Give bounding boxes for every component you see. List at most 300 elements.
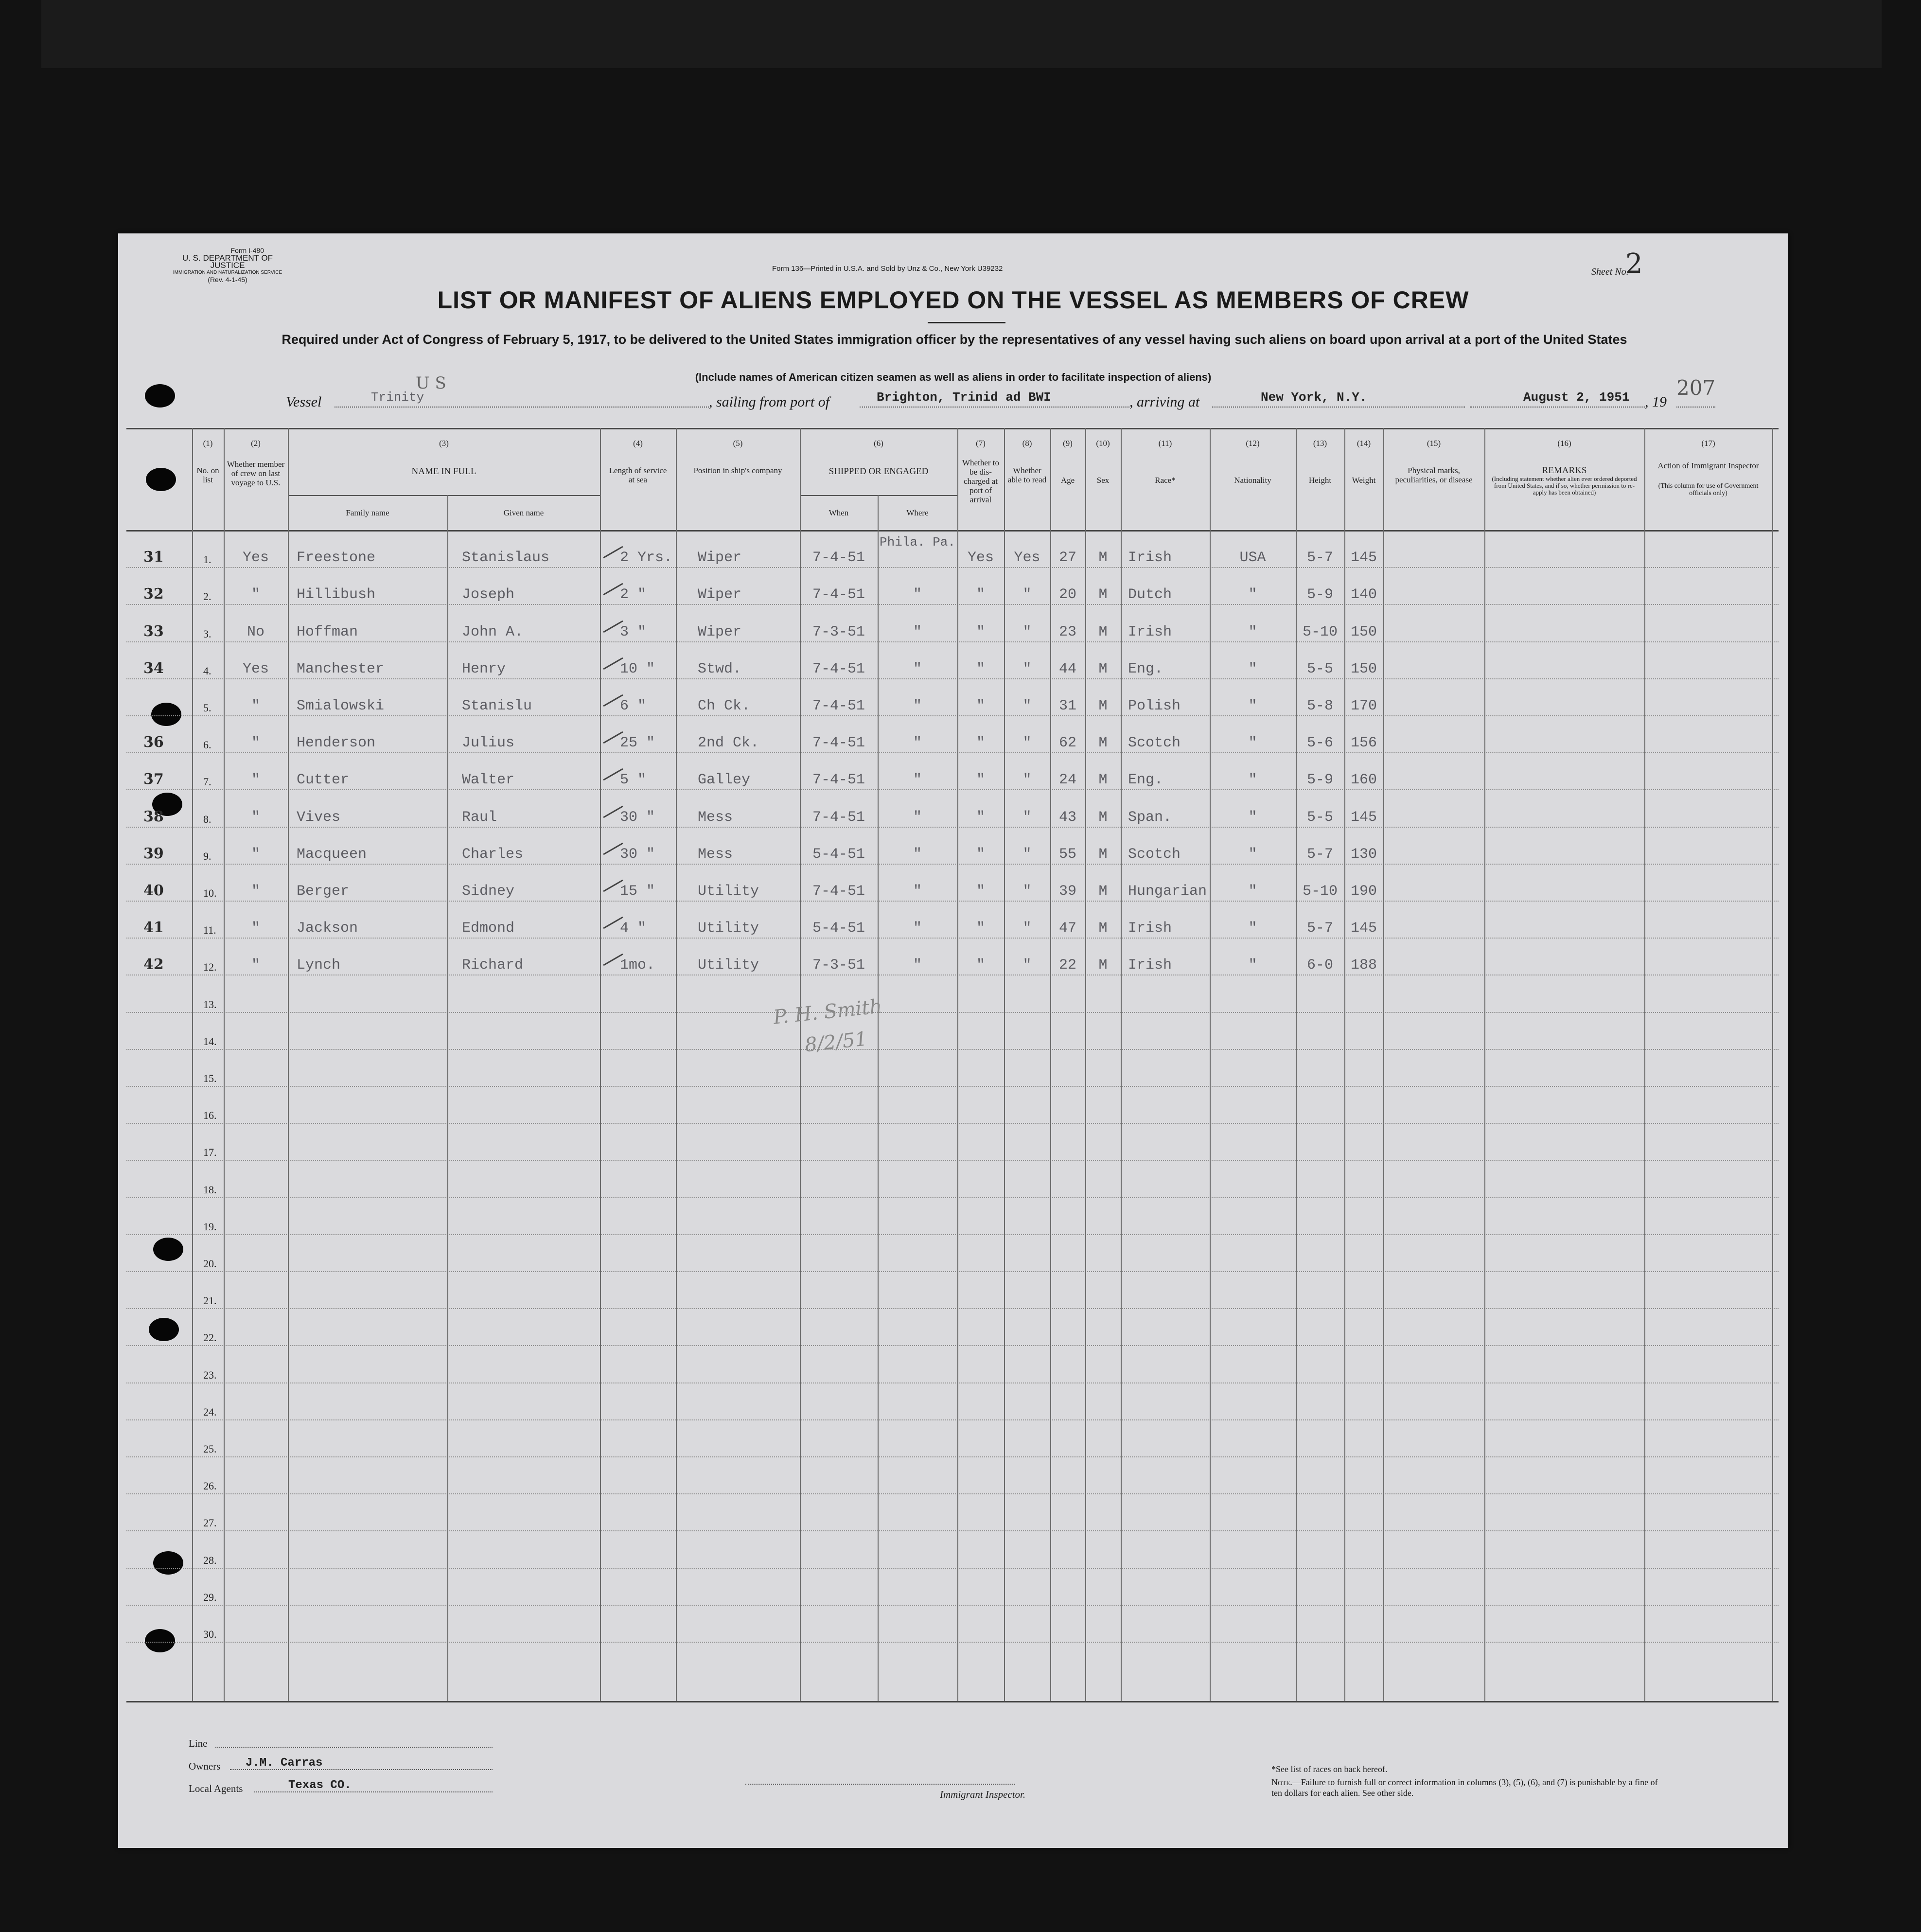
cell-sex: M — [1098, 735, 1108, 752]
col-1-label: No. on list — [196, 466, 219, 484]
cell-weight: 190 — [1350, 883, 1377, 900]
cell-position: Ch Ck. — [698, 698, 751, 714]
line-number: 8. — [203, 813, 211, 825]
col-11-number: (11) — [1158, 439, 1172, 448]
row-rule — [126, 1419, 1779, 1420]
cell-height: 5-5 — [1306, 809, 1333, 826]
col-7-label: Whether to be dis- charged at port of arrival — [962, 458, 999, 504]
col-5-label: Position in ship's company — [693, 466, 782, 475]
cell-last-voyage: " — [251, 883, 260, 900]
cell-given: Julius — [462, 735, 515, 752]
cell-height: 5-9 — [1306, 772, 1333, 789]
where-header: Where — [906, 508, 929, 517]
cell-read: " — [1022, 846, 1032, 863]
row-rule — [126, 1123, 1779, 1124]
cell-last-voyage: " — [251, 957, 260, 974]
cell-given: Richard — [462, 957, 524, 974]
line-number: 23. — [203, 1368, 217, 1381]
cell-family: Jackson — [297, 920, 358, 937]
cell-service: 6 " — [620, 698, 647, 714]
line-number: 18. — [203, 1183, 217, 1196]
margin-serial-number: 40 — [143, 882, 164, 899]
cell-read: " — [1022, 586, 1032, 603]
column-rule — [224, 428, 225, 1701]
col-3-number: (3) — [439, 439, 449, 448]
col-4-label: Length of service at sea — [609, 466, 667, 484]
cell-discharged: " — [976, 660, 985, 677]
cell-weight: 170 — [1350, 698, 1377, 714]
cell-sex: M — [1098, 883, 1108, 900]
line-number: 12. — [203, 961, 217, 974]
row-rule — [126, 864, 1779, 865]
port-of-arrival: New York, N.Y. — [1261, 390, 1367, 405]
line-label: Line — [189, 1737, 208, 1749]
cell-race: Eng. — [1128, 772, 1163, 789]
cell-height: 5-6 — [1306, 735, 1333, 752]
inspector-initials: P. H. Smith — [772, 995, 883, 1029]
cell-when: 7-4-51 — [812, 735, 865, 752]
row-rule — [126, 938, 1779, 939]
cell-service: 3 " — [620, 623, 647, 640]
margin-serial-number: 42 — [143, 956, 164, 974]
cell-where: " — [913, 920, 922, 937]
line-number: 13. — [203, 998, 217, 1010]
cell-weight: 188 — [1350, 957, 1377, 974]
column-rule — [1644, 428, 1645, 1701]
line-number: 3. — [203, 627, 211, 640]
arriving-label: , arriving at — [1129, 394, 1200, 410]
row-rule — [126, 901, 1779, 902]
cell-age: 31 — [1058, 698, 1076, 714]
cell-height: 5-10 — [1302, 883, 1338, 900]
cell-sex: M — [1098, 957, 1108, 974]
column-rule — [1210, 428, 1211, 1701]
cell-discharged: Yes — [967, 549, 994, 567]
crew-row — [126, 955, 1779, 975]
cell-position: Utility — [698, 957, 759, 974]
row-rule — [126, 1456, 1779, 1457]
col-10-number: (10) — [1096, 439, 1110, 448]
cell-race: Scotch — [1128, 846, 1181, 863]
row-rule — [126, 1605, 1779, 1606]
row-rule — [126, 1345, 1779, 1346]
cell-family: Macqueen — [297, 846, 367, 863]
line-number: 1. — [203, 553, 211, 566]
cell-when: 7-4-51 — [812, 883, 865, 900]
column-rule — [676, 428, 677, 1701]
vessel-annotation: U S — [416, 373, 446, 393]
cell-discharged: " — [976, 586, 985, 603]
cell-discharged: " — [976, 846, 985, 863]
port-blank — [860, 407, 1129, 408]
col-14-label: Weight — [1352, 476, 1376, 485]
cell-when: 7-4-51 — [812, 809, 865, 826]
margin-serial-number: 33 — [143, 622, 164, 640]
cell-family: Cutter — [297, 772, 350, 789]
row-rule — [126, 1234, 1779, 1235]
cell-race: Irish — [1128, 549, 1172, 567]
fine-note-label: Note. — [1271, 1777, 1292, 1787]
fine-note-text: —Failure to furnish full or correct information in columns (3), (5), (6), and (7) is punishable by a fine of ten dollars for each alien. See other side. — [1271, 1777, 1658, 1798]
cell-read: " — [1022, 883, 1032, 900]
row-rule — [126, 1012, 1779, 1013]
cell-when: 7-4-51 — [812, 549, 865, 567]
cell-height: 5-7 — [1306, 846, 1333, 863]
col-17-number: (17) — [1701, 439, 1715, 448]
cell-weight: 130 — [1350, 846, 1377, 863]
cell-read: " — [1022, 957, 1032, 974]
row-rule — [126, 1642, 1779, 1643]
cell-discharged: " — [976, 957, 985, 974]
cell-given: John A. — [462, 623, 524, 640]
col-12-number: (12) — [1246, 439, 1260, 448]
cell-sex: M — [1098, 660, 1108, 677]
vessel-blank — [335, 407, 709, 408]
cell-given: Raul — [462, 809, 497, 826]
cell-last-voyage: " — [251, 920, 260, 937]
cell-position: Wiper — [698, 586, 742, 603]
inspector-date: 8/2/51 — [803, 1028, 868, 1057]
cell-family: Lynch — [297, 957, 341, 974]
cell-where: " — [913, 586, 922, 603]
cell-family: Berger — [297, 883, 350, 900]
cell-nationality: " — [1248, 660, 1257, 677]
name-subheader-rule — [288, 495, 600, 496]
cell-when: 7-4-51 — [812, 586, 865, 603]
col-1-number: (1) — [203, 439, 213, 448]
line-number: 15. — [203, 1072, 217, 1084]
col-7-number: (7) — [976, 439, 986, 448]
cell-race: Dutch — [1128, 586, 1172, 603]
cell-read: " — [1022, 772, 1032, 789]
cell-family: Vives — [297, 809, 341, 826]
line-number: 19. — [203, 1220, 217, 1233]
margin-serial-number: 37 — [143, 771, 164, 788]
line-number: 27. — [203, 1517, 217, 1529]
sheet-label: Sheet No. — [1591, 266, 1629, 277]
cell-when: 5-4-51 — [812, 846, 865, 863]
col-13-number: (13) — [1313, 439, 1327, 448]
crew-row — [126, 881, 1779, 901]
cell-read: " — [1022, 698, 1032, 714]
column-rule — [957, 428, 958, 1701]
line-number: 22. — [203, 1331, 217, 1344]
col-9-label: Age — [1060, 476, 1075, 485]
cell-age: 23 — [1058, 623, 1076, 640]
inspector-signature-blank — [745, 1784, 1015, 1785]
line-number: 2. — [203, 590, 211, 603]
column-rule — [600, 428, 601, 1701]
cell-when: 7-3-51 — [812, 957, 865, 974]
manifest-note: (Include names of American citizen seamen as well as aliens in order to facilitate inspection of aliens) — [695, 371, 1212, 383]
col-6-label: SHIPPED OR ENGAGED — [828, 466, 929, 477]
col-13-label: Height — [1308, 476, 1332, 485]
col-12-label: Nationality — [1234, 476, 1271, 485]
column-rule — [1383, 428, 1384, 1701]
col-6-number: (6) — [874, 439, 883, 448]
row-rule — [126, 1568, 1779, 1569]
cell-weight: 150 — [1350, 623, 1377, 640]
sheet-number: 2 — [1625, 248, 1643, 280]
cell-race: Hungarian — [1128, 883, 1207, 900]
cell-family: Smialowski — [297, 698, 385, 714]
line-number: 25. — [203, 1443, 217, 1455]
cell-last-voyage: " — [251, 809, 260, 826]
cell-position: Stwd. — [698, 660, 742, 677]
cell-last-voyage: " — [251, 772, 260, 789]
line-number: 28. — [203, 1554, 217, 1566]
cell-height: 6-0 — [1306, 957, 1333, 974]
cell-race: Span. — [1128, 809, 1172, 826]
cell-sex: M — [1098, 809, 1108, 826]
row-rule — [126, 1197, 1779, 1198]
shipped-subheader-rule — [800, 495, 957, 496]
cell-weight: 160 — [1350, 772, 1377, 789]
margin-serial-number: 34 — [143, 659, 164, 677]
cell-where: " — [913, 809, 922, 826]
cell-race: Scotch — [1128, 735, 1181, 752]
agents-label: Local Agents — [189, 1783, 243, 1794]
cell-read: " — [1022, 809, 1032, 826]
line-number: 20. — [203, 1258, 217, 1270]
crew-row — [126, 585, 1779, 604]
crew-row — [126, 844, 1779, 864]
row-rule — [126, 604, 1779, 605]
margin-serial-number: 41 — [143, 919, 164, 937]
line-blank — [215, 1747, 493, 1748]
col-2-number: (2) — [251, 439, 261, 448]
crew-row — [126, 733, 1779, 752]
column-rule — [800, 428, 801, 1701]
crew-row — [126, 918, 1779, 938]
cell-weight: 145 — [1350, 920, 1377, 937]
cell-height: 5-9 — [1306, 586, 1333, 603]
cell-position: Mess — [698, 809, 733, 826]
manifest-sheet — [118, 233, 1788, 1848]
cell-read: " — [1022, 660, 1032, 677]
column-rule — [1296, 428, 1297, 1701]
cell-family: Manchester — [297, 660, 385, 677]
punch-hole — [145, 384, 175, 408]
margin-serial-number: 31 — [143, 549, 164, 566]
cell-read: " — [1022, 735, 1032, 752]
crew-row — [126, 696, 1779, 715]
cell-given: Henry — [462, 660, 506, 677]
cell-service: 25 " — [620, 735, 655, 752]
row-rule — [126, 789, 1779, 790]
cell-position: Wiper — [698, 549, 742, 567]
cell-height: 5-8 — [1306, 698, 1333, 714]
line-number: 29. — [203, 1591, 217, 1603]
cell-last-voyage: " — [251, 846, 260, 863]
cell-where: Phila. Pa. — [879, 535, 956, 550]
cell-where: " — [913, 957, 922, 974]
cell-service: 30 " — [620, 809, 655, 826]
cell-nationality: USA — [1239, 549, 1266, 567]
line-number: 11. — [203, 924, 216, 937]
races-note: *See list of races on back hereof. — [1271, 1764, 1388, 1774]
film-border — [41, 0, 1882, 68]
cell-last-voyage: " — [251, 735, 260, 752]
cell-age: 39 — [1058, 883, 1076, 900]
column-rule — [1344, 428, 1345, 1701]
margin-serial-number: 39 — [143, 845, 164, 862]
cell-nationality: " — [1248, 920, 1257, 937]
col-8-label: Whether able to read — [1007, 466, 1047, 484]
row-rule — [126, 1086, 1779, 1087]
cell-height: 5-7 — [1306, 549, 1333, 567]
line-number: 14. — [203, 1035, 217, 1047]
cell-race: Irish — [1128, 957, 1172, 974]
stamp-number: 207 — [1676, 376, 1716, 400]
column-rule — [1121, 428, 1122, 1701]
cell-weight: 150 — [1350, 660, 1377, 677]
cell-race: Polish — [1128, 698, 1181, 714]
cell-last-voyage: " — [251, 586, 260, 603]
inspector-label: Immigrant Inspector. — [940, 1789, 1026, 1800]
col-14-number: (14) — [1357, 439, 1371, 448]
line-number: 26. — [203, 1480, 217, 1492]
cell-age: 43 — [1058, 809, 1076, 826]
row-rule — [126, 1530, 1779, 1531]
cell-where: " — [913, 846, 922, 863]
cell-service: 2 " — [620, 586, 647, 603]
cell-when: 7-3-51 — [812, 623, 865, 640]
cell-service: 15 " — [620, 883, 655, 900]
cell-given: Edmond — [462, 920, 515, 937]
cell-age: 47 — [1058, 920, 1076, 937]
cell-weight: 145 — [1350, 549, 1377, 567]
when-header: When — [828, 508, 849, 517]
cell-last-voyage: Yes — [242, 660, 269, 677]
line-number: 9. — [203, 850, 211, 862]
cell-service: 4 " — [620, 920, 647, 937]
cell-height: 5-10 — [1302, 623, 1338, 640]
cell-nationality: " — [1248, 698, 1257, 714]
col-11-label: Race* — [1155, 476, 1176, 485]
col-10-label: Sex — [1096, 476, 1110, 485]
cell-nationality: " — [1248, 586, 1257, 603]
cell-nationality: " — [1248, 623, 1257, 640]
col-16-label: REMARKS — [1542, 465, 1587, 476]
cell-when: 7-4-51 — [812, 660, 865, 677]
cell-discharged: " — [976, 623, 985, 640]
cell-family: Hillibush — [297, 586, 376, 603]
vessel-name: Trinity — [371, 390, 424, 405]
line-number: 21. — [203, 1294, 217, 1307]
cell-nationality: " — [1248, 883, 1257, 900]
department: U. S. DEPARTMENT OF JUSTICE — [182, 253, 273, 270]
owners-label: Owners — [189, 1760, 221, 1772]
crew-table — [126, 428, 1779, 1704]
cell-sex: M — [1098, 846, 1108, 863]
cell-discharged: " — [976, 809, 985, 826]
col-15-number: (15) — [1427, 439, 1441, 448]
crew-row — [126, 807, 1779, 827]
cell-discharged: " — [976, 772, 985, 789]
table-bottom-rule — [126, 1701, 1779, 1702]
cell-where: " — [913, 698, 922, 714]
line-number: 5. — [203, 702, 211, 714]
cell-age: 24 — [1058, 772, 1076, 789]
cell-nationality: " — [1248, 735, 1257, 752]
cell-age: 20 — [1058, 586, 1076, 603]
row-rule — [126, 567, 1779, 568]
cell-where: " — [913, 883, 922, 900]
cell-where: " — [913, 735, 922, 752]
cell-age: 27 — [1058, 549, 1076, 567]
cell-position: Utility — [698, 920, 759, 937]
agents-value: Texas CO. — [288, 1779, 352, 1792]
date-blank — [1470, 407, 1645, 408]
cell-last-voyage: No — [247, 623, 264, 640]
fine-note — [1271, 1777, 1660, 1798]
manifest-subtitle: Required under Act of Congress of February 5, 1917, to be delivered to the United States immigration officer by the representatives of any vessel having such aliens on board upon arrival at a port of the United States — [282, 332, 1627, 347]
cell-age: 22 — [1058, 957, 1076, 974]
cell-given: Walter — [462, 772, 515, 789]
cell-last-voyage: " — [251, 698, 260, 714]
line-number: 4. — [203, 664, 211, 677]
row-rule — [126, 715, 1779, 716]
col-9-number: (9) — [1063, 439, 1073, 448]
column-rule — [288, 428, 289, 1701]
vessel-label: Vessel — [286, 394, 322, 410]
arrival-blank — [1212, 407, 1465, 408]
cell-service: 10 " — [620, 660, 655, 677]
year-blank — [1676, 407, 1715, 408]
cell-position: 2nd Ck. — [698, 735, 759, 752]
cell-nationality: " — [1248, 809, 1257, 826]
crew-row — [126, 770, 1779, 789]
column-rule — [192, 428, 193, 1701]
col-17-label: Action of Immigrant Inspector — [1657, 461, 1759, 470]
cell-where: " — [913, 772, 922, 789]
column-rule — [1484, 428, 1485, 1701]
cell-position: Utility — [698, 883, 759, 900]
cell-position: Wiper — [698, 623, 742, 640]
cell-given: Charles — [462, 846, 524, 863]
row-rule — [126, 1049, 1779, 1050]
cell-given: Stanislaus — [462, 549, 550, 567]
cell-service: 1mo. — [620, 957, 655, 974]
cell-family: Freestone — [297, 549, 376, 567]
cell-given: Sidney — [462, 883, 515, 900]
col-5-number: (5) — [733, 439, 743, 448]
form-number: Form I-480 — [230, 247, 264, 254]
arrival-date: August 2, 1951 — [1523, 390, 1630, 405]
line-number: 16. — [203, 1109, 217, 1122]
cell-nationality: " — [1248, 957, 1257, 974]
row-rule — [126, 678, 1779, 679]
owners-value: J.M. Carras — [246, 1756, 323, 1770]
cell-last-voyage: Yes — [242, 549, 269, 567]
col-16-number: (16) — [1557, 439, 1571, 448]
row-rule — [126, 1493, 1779, 1494]
crew-row — [126, 622, 1779, 641]
line-number: 17. — [203, 1146, 217, 1159]
cell-discharged: " — [976, 883, 985, 900]
col-2-label: Whether member of crew on last voyage to U.S. — [227, 460, 285, 487]
crew-row — [126, 659, 1779, 678]
cell-given: Joseph — [462, 586, 515, 603]
cell-sex: M — [1098, 549, 1108, 567]
cell-age: 62 — [1058, 735, 1076, 752]
margin-serial-number: 36 — [143, 734, 164, 751]
row-rule — [126, 641, 1779, 642]
cell-weight: 156 — [1350, 735, 1377, 752]
line-number: 10. — [203, 887, 217, 899]
cell-service: 30 " — [620, 846, 655, 863]
